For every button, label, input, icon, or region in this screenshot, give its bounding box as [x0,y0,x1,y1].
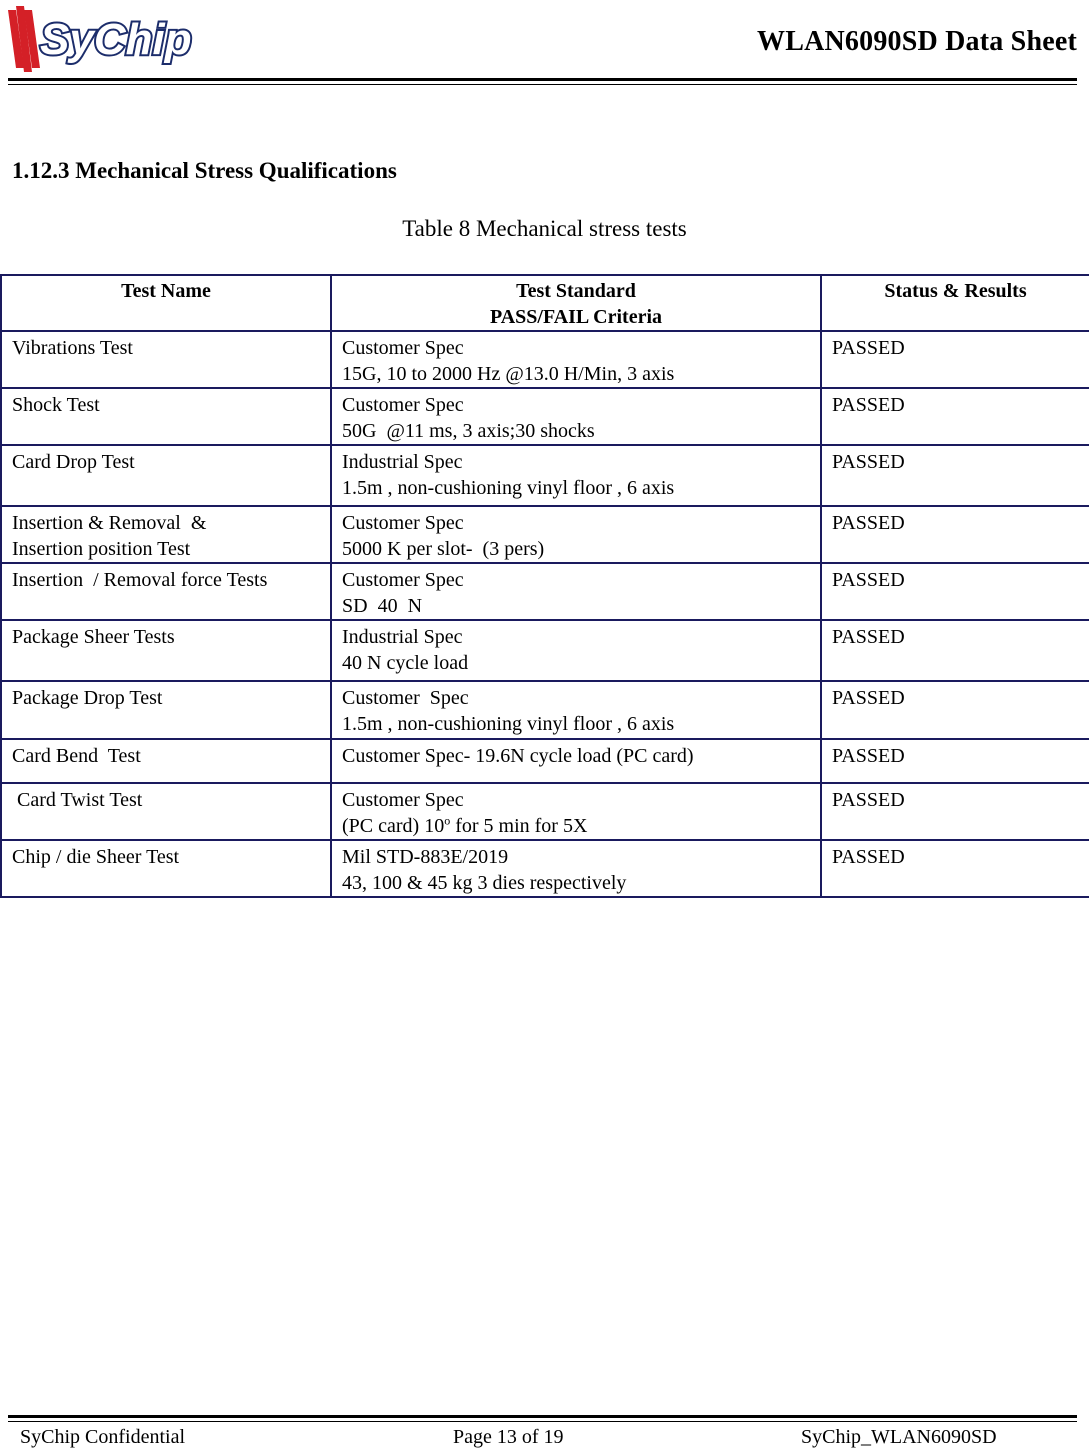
status-cell [821,506,1089,563]
status-text: PASSED [832,745,905,767]
test-name-cell [1,840,331,897]
spec-source: Customer Spec [342,394,464,416]
test-name-cell [1,620,331,681]
status-text: PASSED [832,394,905,416]
table-row [1,388,1089,445]
criteria: SD 40 N [342,595,423,617]
document-title: WLAN6090SD Data Sheet [757,26,1077,57]
status-text: PASSED [832,687,905,709]
table-row [1,506,1089,563]
table-row [1,563,1089,620]
status-text: PASSED [832,626,905,648]
header-test-standard-line1: Test Standard [516,280,636,302]
header-test-standard [331,275,821,331]
test-name-cell [1,739,331,783]
table-row [1,331,1089,388]
footer-rule [8,1415,1077,1418]
table-row [1,840,1089,897]
test-name: Insertion / Removal force Tests [12,569,268,591]
footer-confidential: SyChip Confidential [20,1426,185,1448]
test-standard-cell [331,620,821,681]
spec-source: Industrial Spec [342,451,463,473]
criteria-suffix: for 5 min for 5X [450,815,588,837]
test-name-cell [1,783,331,840]
table-header-row [1,275,1089,331]
mechanical-stress-table [0,274,1089,898]
status-text: PASSED [832,451,905,473]
criteria: 1.5m , non-cushioning vinyl floor , 6 axis [342,477,675,499]
test-name: Vibrations Test [12,337,133,359]
sychip-logo [4,2,234,74]
status-cell [821,783,1089,840]
test-standard-cell [331,445,821,506]
spec-source: Industrial Spec [342,626,463,648]
test-name-cell [1,388,331,445]
criteria: 50G @11 ms, 3 axis;30 shocks [342,420,595,442]
test-name-cell [1,445,331,506]
status-text: PASSED [832,569,905,591]
criteria [342,813,810,839]
test-name-cell [1,331,331,388]
test-name: Insertion & Removal & [12,512,207,534]
criteria-prefix: (PC card) 10 [342,815,445,837]
status-cell [821,620,1089,681]
criteria: 1.5m , non-cushioning vinyl floor , 6 axis [342,713,675,735]
header-test-standard-line2: PASS/FAIL Criteria [489,306,663,328]
logo-text: SyChip [40,15,192,64]
test-name: Card Drop Test [12,451,135,473]
status-cell [821,840,1089,897]
table-row [1,681,1089,739]
test-standard-cell [331,739,821,783]
criteria: 5000 K per slot- (3 pers) [342,538,545,560]
test-standard-cell [331,506,821,563]
status-text: PASSED [832,512,905,534]
test-name-cell [1,681,331,739]
status-cell [821,331,1089,388]
spec-source: Customer Spec [342,569,464,591]
spec-source: Mil STD-883E/2019 [342,846,509,868]
criteria: 15G, 10 to 2000 Hz @13.0 H/Min, 3 axis [342,363,675,385]
test-name: Card Bend Test [12,745,141,767]
header-status: Status & Results [821,275,1089,331]
test-name: Chip / die Sheer Test [12,846,180,868]
header-test-name: Test Name [1,275,331,331]
header-rule-thin [8,84,1077,85]
footer-doc-id: SyChip_WLAN6090SD [801,1426,997,1448]
spec-source: Customer Spec [342,789,464,811]
spec-source: Customer Spec- 19.6N cycle load (PC card) [342,745,694,767]
section-heading: 1.12.3 Mechanical Stress Qualifications [12,158,397,183]
table-row [1,445,1089,506]
test-name: Shock Test [12,394,100,416]
header-rule [8,78,1077,81]
criteria: 43, 100 & 45 kg 3 dies respectively [342,872,627,894]
status-cell [821,739,1089,783]
status-cell [821,681,1089,739]
table-caption: Table 8 Mechanical stress tests [402,216,687,241]
spec-source: Customer Spec [342,512,464,534]
footer-page-number: Page 13 of 19 [453,1426,564,1448]
criteria: 40 N cycle load [342,652,469,674]
test-name: Package Drop Test [12,687,163,709]
spec-source: Customer Spec [342,687,469,709]
spec-source: Customer Spec [342,337,464,359]
test-standard-cell [331,681,821,739]
status-text: PASSED [832,789,905,811]
test-name-cell [1,563,331,620]
status-cell [821,445,1089,506]
test-name-cell [1,506,331,563]
status-cell [821,388,1089,445]
table-row [1,739,1089,783]
status-text: PASSED [832,846,905,868]
test-standard-cell [331,783,821,840]
status-text: PASSED [832,337,905,359]
table-row [1,620,1089,681]
table-row [1,783,1089,840]
test-standard-cell [331,388,821,445]
test-name: Package Sheer Tests [12,626,175,648]
test-standard-cell [331,563,821,620]
status-cell [821,563,1089,620]
footer-rule-thin [8,1421,1077,1422]
test-standard-cell [331,840,821,897]
test-name-line2: Insertion position Test [12,538,191,560]
test-standard-cell [331,331,821,388]
degree-superscript: o [444,813,451,828]
test-name: Card Twist Test [12,789,143,811]
